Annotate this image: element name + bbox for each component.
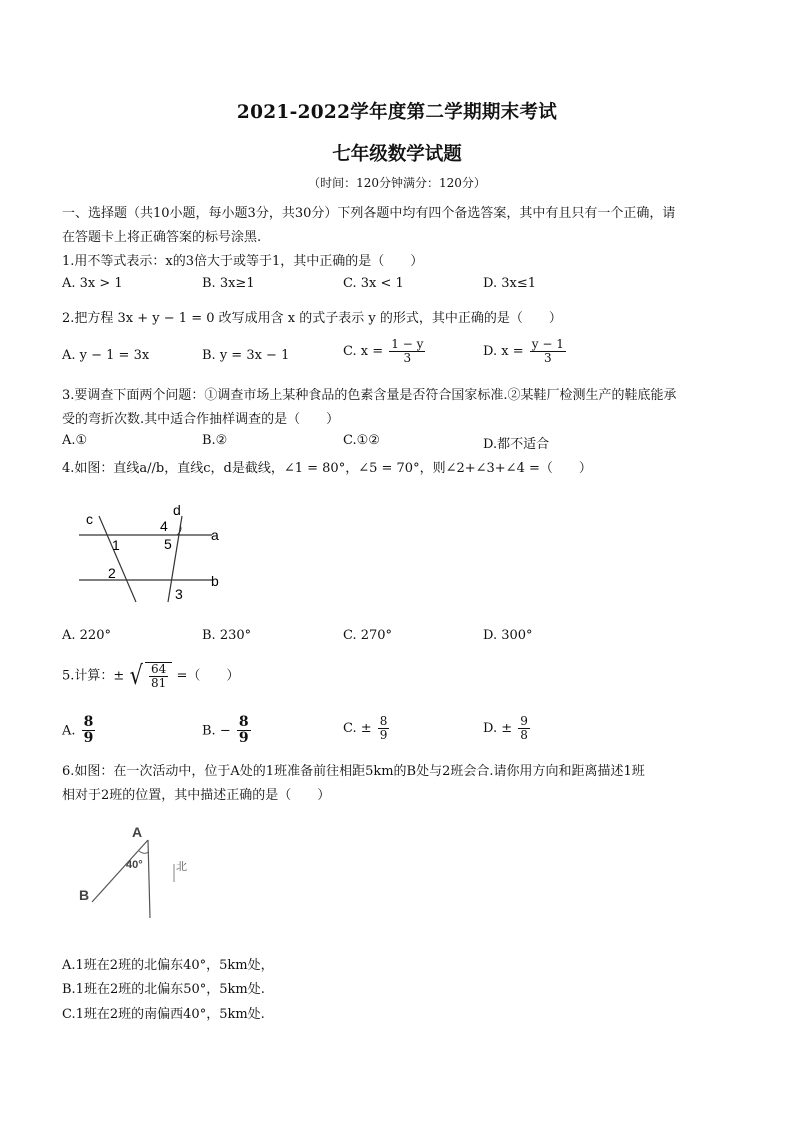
q4-option-b: B. 230° [202,628,252,643]
label-angle-3: 3 [175,586,183,602]
q5-option-b-denominator: 9 [238,730,249,747]
q3-line2: 受的弯折次数.其中适合作抽样调查的是（ ） [62,412,340,427]
q2-option-d [483,338,568,365]
q5-option-a-numerator: 8 [83,714,94,730]
label-angle-40: 40° [126,859,143,871]
q5-sqrt-fraction [149,663,168,690]
q5-option-c-numerator: 8 [379,714,388,728]
q4-option-d: D. 300° [483,628,533,643]
q2-option-d-fraction [530,338,566,365]
q3-option-d: D.都不适合 [483,437,550,452]
q2-option-c-label: C. x = [343,344,384,360]
north-line [148,840,150,918]
angle-4-arc [177,525,181,535]
q5-sqrt-numerator: 64 [151,662,167,676]
q3-line1: 3.要调查下面两个问题：①调查市场上某种食品的色素含量是否符合国家标准.②某鞋厂检测生产的鞋底能承 [62,388,677,403]
q2-option-d-denominator: 3 [543,351,552,366]
q1-option-d: D. 3x≤1 [483,276,536,291]
exam-info: （时间：120分钟满分：120分） [308,176,486,190]
parallel-lines-figure [74,498,234,610]
q5-option-c [343,715,391,742]
exam-title: 2021-2022学年度第二学期期末考试 [236,102,558,123]
q5-option-c-fraction [378,715,390,742]
q5-option-d-label: D. ± [483,721,513,737]
q4-option-a: A. 220° [62,628,111,643]
q4-stem: 4.如图：直线a//b，直线c，d是截线，∠1 = 80°，∠5 = 70°，则∠2+∠3+∠4 =（ ） [62,461,592,476]
q2-stem: 2.把方程 3x + y − 1 = 0 改写成用含 x 的式子表示 y 的形式，其中正确的是（ ） [62,311,562,326]
q5-option-b [202,715,253,747]
q2-option-c-fraction [389,338,425,365]
q5-option-b-numerator: 8 [238,714,249,730]
q5-option-c-denominator: 9 [379,728,388,743]
section-intro-line2: 在答题卡上将正确答案的标号涂黑. [62,230,262,245]
label-d: d [173,502,181,518]
exam-subtitle: 七年级数学试题 [332,144,462,165]
q2-option-b: B. y = 3x − 1 [202,348,290,363]
q5-sqrt-denominator: 81 [151,676,167,691]
q5-option-d-fraction [518,715,530,742]
q2-option-c-denominator: 3 [403,351,412,366]
q4-option-c: C. 270° [343,628,393,643]
q5-stem [62,662,239,690]
q2-option-c-numerator: 1 − y [391,337,424,351]
direction-figure [74,820,204,924]
segment-ab [92,840,148,902]
q5-option-a-fraction [82,715,96,747]
label-angle-4: 4 [160,518,168,534]
q3-option-c: C.①② [343,433,380,448]
q5-option-d [483,715,532,742]
q5-sqrt-body [145,662,172,690]
q5-option-b-fraction [237,715,251,747]
label-a: a [211,527,219,543]
label-c: c [86,511,93,527]
q5-option-d-denominator: 8 [520,728,528,743]
q5-option-c-label: C. ± [343,721,372,737]
sqrt-radical-icon: √ [130,661,144,692]
label-point-a: A [132,824,143,840]
label-north: 北 [176,861,187,873]
angle-arc [139,851,149,853]
q2-option-a: A. y − 1 = 3x [62,348,150,363]
q5-option-a-denominator: 9 [83,730,94,747]
line-c [99,516,136,602]
q6-option-a: A.1班在2班的北偏东40°，5km处， [62,958,274,973]
q2-option-c [343,338,427,365]
q1-option-a: A. 3x > 1 [62,276,123,291]
q2-option-d-label: D. x = [483,344,524,360]
q5-option-b-label: B. − [202,723,231,739]
label-b: b [211,573,219,589]
label-angle-1: 1 [112,537,120,553]
q6-line2: 相对于2班的位置，其中描述正确的是（ ） [62,788,331,803]
q6-option-c: C.1班在2班的南偏西40°，5km处. [62,1007,265,1022]
q3-option-a: A.① [62,433,88,448]
label-angle-5: 5 [164,536,172,552]
q6-line1: 6.如图：在一次活动中，位于A处的1班准备前往相距5km的B处与2班会合.请你用方向和距离描述1班 [62,764,645,779]
section-intro-line1: 一、选择题（共10小题，每小题3分，共30分）下列各题中均有四个备选答案，其中有且只有一个正确，请 [62,206,676,221]
q1-stem: 1.用不等式表示：x的3倍大于或等于1，其中正确的是（ ） [62,254,424,269]
q3-option-b: B.② [202,433,228,448]
q5-option-d-numerator: 9 [520,714,528,728]
q5-sqrt [128,662,172,690]
label-angle-2: 2 [108,565,116,581]
q5-stem-suffix: =（ ） [176,668,240,684]
q5-option-a-label: A. [62,723,76,739]
q6-option-b: B.1班在2班的北偏东50°，5km处. [62,982,265,997]
q1-option-c: C. 3x < 1 [343,276,404,291]
label-point-b: B [79,887,90,903]
q1-option-b: B. 3x≥1 [202,276,255,291]
q5-option-a [62,715,97,747]
q5-stem-prefix: 5.计算：± [62,668,125,684]
q2-option-d-numerator: y − 1 [531,337,564,351]
